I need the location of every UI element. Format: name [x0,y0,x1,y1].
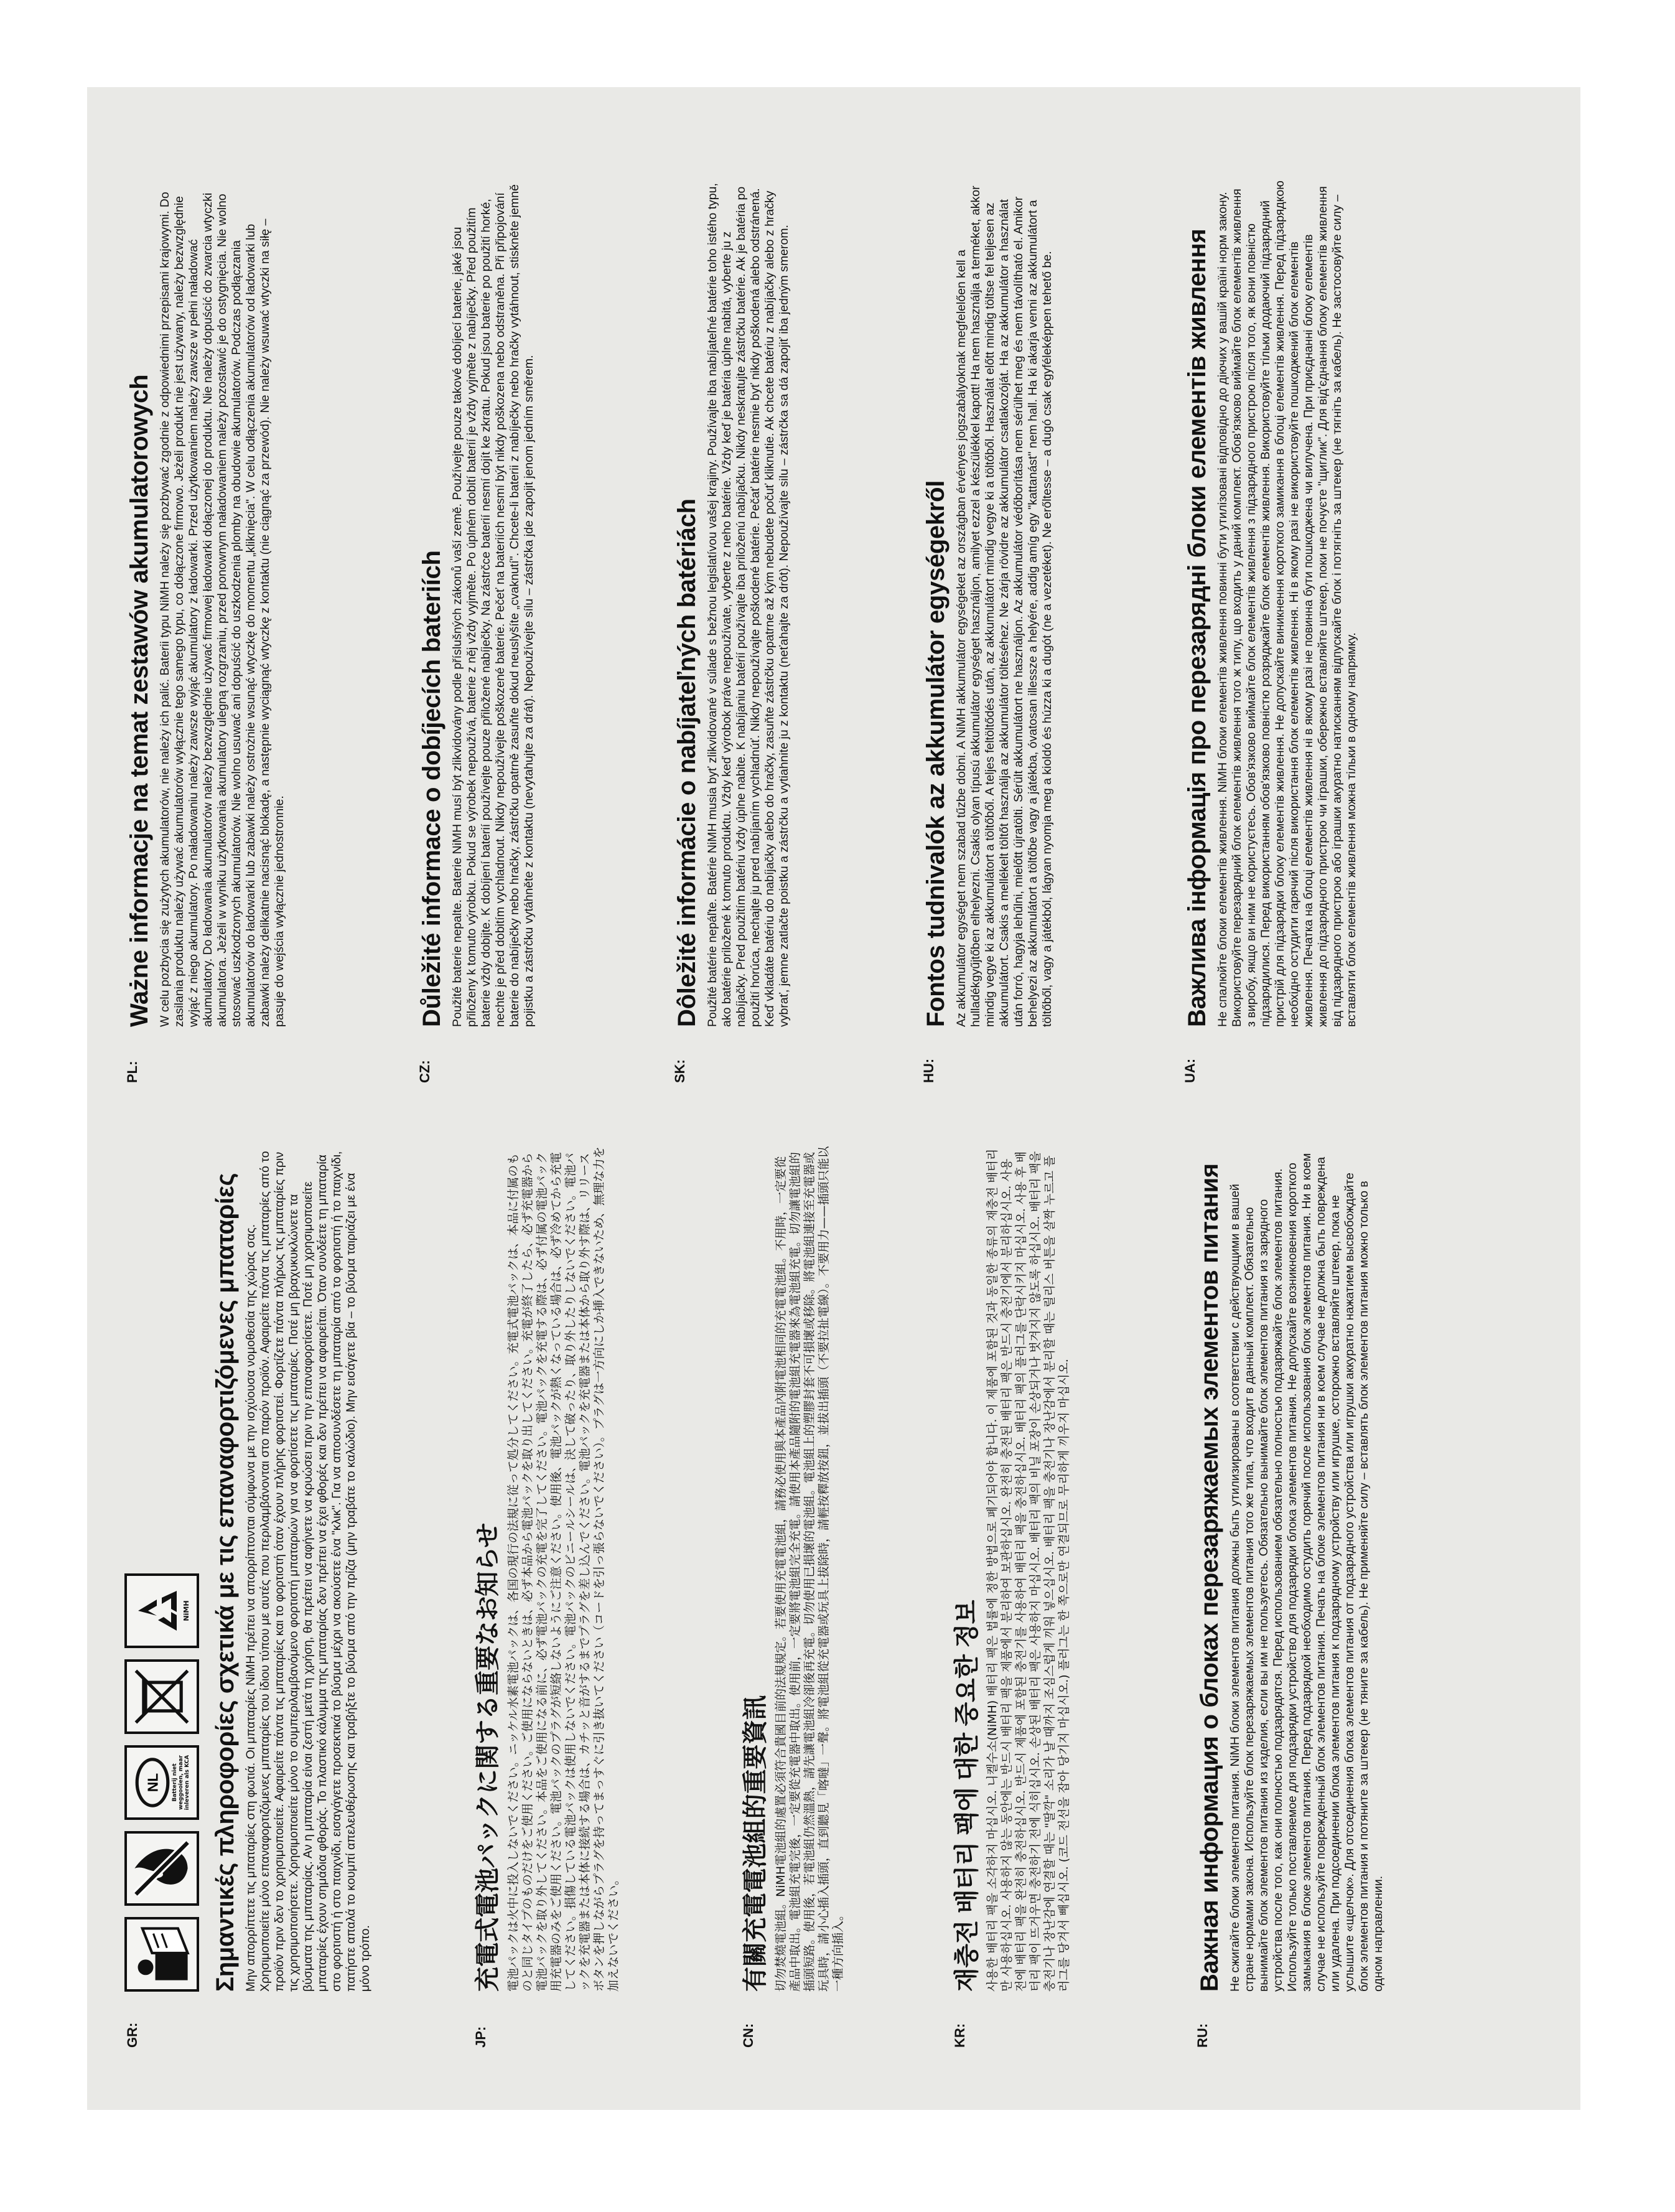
section-text: 사용한 배터리 팩을 소각하지 마십시오. 니켈수소(NiMH) 배터리 팩은 법률에 정한 방법으로 폐기되어야 합니다. 이 제품에 포함된 것과 동일한 종류의 재충전 배터리만 사용하십시오. 사용하지 않는 동안에는 반드시 배터리 팩을 제품에서 분리하여 보관하십시오. 완전히 충전된 배터리 팩은 반드시 충전기에서 분리하십시오. 사용 전에 배터리 팩을 완전히 충전하십시오. 반드시 제품에 포함된 충전기를 사용하여 배터리 팩을 충전하십시오. 배터리 팩의 플러그를 단락시키지 마십시오. 사용 후 배터리 팩이 뜨거우면 충전하기 전에 식히십시오. 손상된 배터리 팩은 사용하지 마십시오. 배터리 팩의 비닐 포장이 손상되거나 벗겨지지 않도록 하십시오. 배터리 팩을 충전기나 장난감에 연결할 때는 "딸깍" 소리가 날 때까지 조심스럽게 끼워 넣으십시오. 배터리 팩을 충전기나 장난감에서 분리할 때는 릴리스 버튼을 살짝 누르고 플러그를 당겨서 빼십시오. (코드 전선을 잡아 당기지 마십시오.) 플러그는 한 쪽으로만 연결되므로 무리하게 끼우지 마십시오. [986,1148,1071,1992]
no-fire-icon [124,1831,199,1906]
section-title: Ważne informacje na temat zestawów akumulatorowych [126,374,153,1027]
section-title: 有關充電電池組的重要資訊 [742,1695,769,1992]
section-title: Σημαντικές πληροφορίες σχετικά με τις επαναφορτιζόμενες μπαταρίες [212,1173,239,1992]
document-page [87,87,1580,2110]
language-code: CZ: [417,1060,432,1083]
language-code: JP: [473,2026,488,2048]
section-title: Důležité informace o dobíjecích bateriích [418,550,446,1027]
language-code: HU: [921,1058,936,1083]
language-code: GR: [124,2022,140,2048]
section-text: Použité baterie nepalte. Baterie NiMH musí být zlikvidovány podle příslušných zákonů vaší země. Používejte pouze takové dobíjecí baterie, jaké jsou přiloženy k tomuto výrobku. Pokud se výrobek nepoužívá, baterie z něj vždy vyjměte. Po úplném dobití baterií je vždy vyjměte z nabíječky. Před použitím baterie vždy dobijte. K dobíjení baterií používejte pouze přiložené nabíječky. Na zástrčce baterií nesmí dojít ke zkratu. Pokud jsou baterie po použití horké, nechte je před dobitím vychladnout. Nikdy nepoužívejte poškozené baterie. Pečeť na bateriích nesmí být nikdy poškozena nebo odstraněna. Při připojování baterie do nabíječky nebo hračky, zástrčku opatrně zasuňte dokud neuslyšíte „cvaknutí". Chcete-li baterii z nabíječky nebo hračky vytáhnout, stiskněte jemně pojistku a zástrčku vytáhněte z kontaktu (nevytahujte za drát). Nepoužívejte sílu – zástrčka jde zapojit jenom jedním směrem. [450,184,536,1027]
section-title: 充電式電池パックに関する重要なお知らせ [474,1522,502,1992]
section-title: Dôležité informácie o nabíjateľných batériách [673,499,701,1027]
safety-icons-row [124,1145,199,1992]
section-text: Не спалюйте блоки елементів живлення. NiMH блоки елементів живлення повинні бути утилізовані відповідно до діючих у вашій країні норм закону. Використовуйте перезарядний блок елементів живлення того ж типу, що входить у даний комплект. Обов'язково виймайте блок елементів живлення з виробу, якщо ви ним не користуєтесь. Обов'язково виймайте блок елементів живлення з підзарядного пристрою після того, як вони повністю підзарядилися. Перед використанням обов'язково повністю розряджайте блок елементів живлення. Використовуйте тільки додаючий підзарядний пристрій для підзарядки блоку елементів живлення. Не допускайте виникнення короткого замикання в блоці елементів живлення. Перед підзарядкою необхідно остудити гарячий після використання блок елементів живлення. Ні в якому разі не використовуйте пошкоджений блок елементів живлення. Печатка на блоці елементів живлення ні в якому разі не повинна бути пошкоджена чи вилучена. При приєднанні блоку елементів живлення до підзарядного пристрою чи іграшки, обережно вставляйте штекер, поки не почуєте "щиглик". Для від'єднання блоку елементів живлення від підзарядного пристрою або іграшки акуратно натисканням відпускайте блок і потягніть за штекер (не тягніть за кабель). Не застосовуйте силу – вставляти блок елементів живлення можна тільки в одному напрямку. [1216,180,1358,1027]
section-text: 電池パックは火中に投入しないでください。ニッケル水素電池パックは、各国の現行の法規に従って処分してください。充電式電池パックは、本品に付属のものと同じタイプのものだけをご使用ください。ご使用にならないときは、必ず本品から電池パックを取り出してください。充電が終了したら、必ず充電器から電池パックを取り外してください。本品をご使用になる前に、必ず電池パックの充電を完了してください。電池パックを充電する際は、必ず付属の電池パック用充電器のみをご使用ください。電池パックのプラグが短絡しないようにご注意ください。使用後、電池パックが熱くなっている場合は、必ず冷めてから充電してください。損傷している電池パックは使用しないでください。電池パックのビニールシールは、決して破ったり、取り外したりしないでください。電池パックを充電器または本体に接続する場合は、カチッと音がするまでプラグを差し込んでください。電池パックを充電器または本体から取り外す際は、リリースボタンを押しながらプラグを持ってまっすぐに引き抜いてください（コードを引っ張らないでください）。プラグは一方向にしか挿入できないため、無理な力を加えないでください。 [506,1146,620,1992]
language-code: RU: [1195,2023,1210,2048]
language-code: KR: [952,2023,968,2048]
language-code: CN: [740,2023,756,2048]
language-code: PL: [124,1061,140,1083]
icon-caption: NiMH [182,1600,190,1621]
language-code: SK: [672,1059,688,1083]
icon-caption: Batterij niet weggooien, maar inleveren als KCA [172,1755,190,1811]
crossed-bin-icon [124,1659,199,1734]
section-title: Важлива інформація про перезарядні блоки елементів живлення [1183,228,1211,1027]
section-title: 재충전 배터리 팩에 대한 중요한 정보 [953,1600,981,1992]
section-text: W celu pozbycia się zużytych akumulatorów, nie należy ich palić. Baterii typu NiMH należy się pozbywać zgodnie z odpowiednimi przepisami krajowymi. Do zasilania produktu należy używać akumulatorów wyłącznie tego samego typu, co dołączone firmowo. Jeżeli produkt nie jest używany, należy bezwzględnie wyjąć z niego akumulatory. Po naładowaniu należy zawsze wyjąć akumulatory z ładowarki. Przed użytkowaniem należy zawsze w pełni naładować akumulatory. Do ładowania akumulatorów należy bezwzględnie używać firmowej ładowarki dołączonej do produktu. Nie należy dopuścić do zwarcia wtyczki akumulatora. Jeżeli w wyniku użytkowania akumulatory ulegną rozgrzaniu, przed ponownym naładowaniem należy pozostawić je do ostygnięcia. Nie wolno stosować uszkodzonych akumulatorów. Nie wolno usuwać ani dopuścić do uszkodzenia plomby na obudowie akumulatorów. Podczas podłączania akumulatorów do ładowarki lub zabawki należy ostrożnie wsunąć wtyczkę do momentu „kliknięcia". W celu odłączenia akumulatorów od ładowarki lub zabawki należy delikatnie nacisnąć blokadę, a następnie wyciągnąć wtyczkę z kontaktu (nie ciągnąć za przewód). Nie należy wsuwać wtyczki na siłę – pasuje do wejścia wyłącznie jednostronnie. [158,192,286,1027]
svg-text:NL: NL [144,1773,161,1793]
language-code: UA: [1182,1058,1198,1083]
nl-chemical-waste-icon [124,1745,199,1820]
rotated-content [87,87,1580,2110]
recycle-nimh-icon [124,1573,199,1648]
section-text: 切勿焚燒電池組。NiMH電池組的處置必須符合貴國目前的法規規定。若要使用充電電池組，請務必使用與本產品內附電池相同的充電電池組。不用時，一定要從產品中取出。電池組充電完後，一定要從充電器中取出。使用前，一定要將電池組完全充電。請使用本產品隨附的電池組充電器來為電池組充電。切勿讓電池組的插頭短路。使用後，若電池組仍然溫熱，請先讓電池組冷卻後再充電。切勿使用已損壞的電池組。電池組上的塑膠封套不可損壞或移除。將電池組連接至充電器或玩具時，請小心插入插頭，直到聽見「喀噠」一聲。將電池組從充電器或玩具上拔除時，請輕按釋放按鈕，並拔出插頭（不要拉扯電線）。不要用力——插頭只能以一種方向插入。 [774,1146,845,1992]
section-text: Μην απορρίπτετε τις μπαταρίες στη φωτιά. Οι μπαταρίες NiMH πρέπει να απορρίπτονται σύμφωνα με την ισχύουσα νομοθεσία της χώρας σας. Χρησιμοποιείτε μόνο επαναφορτιζόμενες μπαταρίες του ίδιου τύπου με αυτές που περιλαμβάνονται στο παρόν προϊόν. Αφαιρείτε πάντα τις μπαταρίες από το προϊόν πριν δεν το χρησιμοποιείτε. Αφαιρείτε πάντα τις μπαταρίες και το φορτιστή όταν έχουν πλήρης φορτιστεί. Φορτίζετε πάντα πλήρως τις μπαταρίες πριν τις χρησιμοποιήσετε. Χρησιμοποιείτε μόνο το συμπεριλαμβανόμενο φορτιστή μπαταριών για να φορτίσετε τις μπαταρίες. Ποτέ μη βραχυκυκλώνετε τα βύσματα της μπαταρίας. Αν η μπαταρία είναι ζεστή μετά τη χρήση, θα πρέπει να αφήνετε να κρυώσει πριν την επαναφορτίσετε. Ποτέ μη χρησιμοποιείτε μπαταρίες έχουν σημάδια φθοράς. Το πλαστικό κάλυμμα της μπαταρίας δεν πρέπει να έχει φθορές και δεν πρέπει να αφαιρείται. Όταν συνδέετε τη μπαταρία στο φορτιστή ή στο παιχνίδι, εισαγάγετε προσεκτικά το βύσμα μέχρι να ακούσετε ένα "κλικ". Για να αποσυνδέσετε τη μπαταρία από το φορτιστή ή το παιχνίδι, πατήστε απαλά το κουμπί απελευθέρωσης και τραβήξτε το βύσμα από την πρίζα (μην τραβάτε το καλώδιο). Μην εισάγετε βία – το βύσμα ταιριάζει με ένα μόνο τρόπο. [244,1151,372,1992]
section-title: Важная информация о блоках перезаряжаемых элементов питания [1196,1163,1223,1992]
section-text: Az akkumulátor egységet nem szabad tűzbe dobni. A NiMH akkumulátor egységeket az országban érvényes jogszabályoknak megfelelően kell a hulladékgyűjtőben elhelyezni. Csakis olyan típusú akkumulátor egységet használjon, amilyet ezzel a készülékkel kapott! Ha nem használja a terméket, akkor mindig vegye ki az akkumulátort a töltőből. A teljes feltöltődés után, az akkumulátort mindig vegye ki a töltőből. Használat előtt mindig töltse fel teljesen az akkumulátort. Csakis a mellékelt töltőt használja az akkumulátor töltéséhez. Ne zárja rövidre az akkumulátor csatlakozóját. Ha az akkumulátor a használat után forró, hagyja lehűlni, mielőtt újratölti. Sérült akkumulátort ne használjon. Az akkumulátor védőborítása nem sérülhet meg és nem távolítható el. Amikor behelyezi az akkumulátort a töltőbe vagy a játékba, óvatosan illessze a helyére, addig amíg egy "kattanást" nem hall. Ha ki akarja venni az akkumulátort a töltőből, vagy a játékból, lágyan nyomja meg a kioldó és húzza ki a dugót (ne a vezetéket). Ne erőltesse – a dugó csak egyféleképpen tehető be. [954,185,1054,1027]
section-text: Не сжигайте блоки элементов питания. NiMH блоки элементов питания должны быть утилизированы в соответствии с действующими в вашей стране нормами закона. Используйте блок перезаряжаемых элементов питания того же типа, что входит в данный комплект. Обязательно вынимайте блок элементов питания из изделия, если вы им не пользуетесь. Обязательно вынимайте блок элементов питания из зарядного устройства после того, как они полностью подзарядятся. Перед использованием обязательно полностью подзаряжайте блок элементов питания. Используйте только поставляемое для подзарядки устройство для подзарядки блока элементов питания. Не допускайте возникновения короткого замыкания в блоке элементов питания. Перед подзарядкой необходимо остудить горячий после использования блок элементов питания. Ни в коем случае не используйте поврежденный блок элементов питания. Печать на блоке элементов питания ни в коем случае не должна быть повреждена или удалена. При подсоединении блока элементов питания к подзарядному устройству или игрушке, осторожно вставляйте штекер, пока не услышите «щелчок». Для отсоединения блока элементов питания от подзарядного устройства или игрушки аккуратно нажатием высвобождайте блок элементов питания и потяните за штекер (не тяните за кабель). Не применяйте силу – вставлять блок элементов питания можно только в одном направлении. [1228,1153,1385,1992]
section-text: Použité batérie nepáľte. Batérie NiMH musia byť zlikvidované v súlade s bežnou legislatívou vašej krajiny. Používajte iba nabíjateľné batérie toho istého typu, ako batérie priložené k tomuto produktu. Vždy keď výrobok práve nepoužívate, vyberte z neho batérie. Vždy keď je batéria úplne nabitá, vyberte ju z nabíjačky. Pred použitím batériu vždy úplne nabite. K nabíjaniu batérií používajte iba priloženú nabíjačku. Nikdy neskratujte zástrčku batérie. Ak je batéria po použití horúca, nechajte ju pred nabíjaním vychladnúť. Nikdy nepoužívajte poškodené batérie. Pečať batérie nesmie byť nikdy poškodená alebo odstránená. Keď vkladáte batériu do nabíjačky alebo do hračky, zasuňte zástrčku opatrne až kým nebudete počuť kliknutie. Ak chcete batériu z nabíjačky alebo z hračky vybrať, jemne zatlačte poistku a zástrčku a vytiahnite ju z kontaktu (neťahajte za drôt). Nepoužívajte silu – zástrčka sa dá zapojiť iba jedným smerom. [706,183,791,1027]
read-instructions-icon [124,1917,199,1992]
section-title: Fontos tudnivalók az akkumulátor egységekről [922,480,949,1027]
